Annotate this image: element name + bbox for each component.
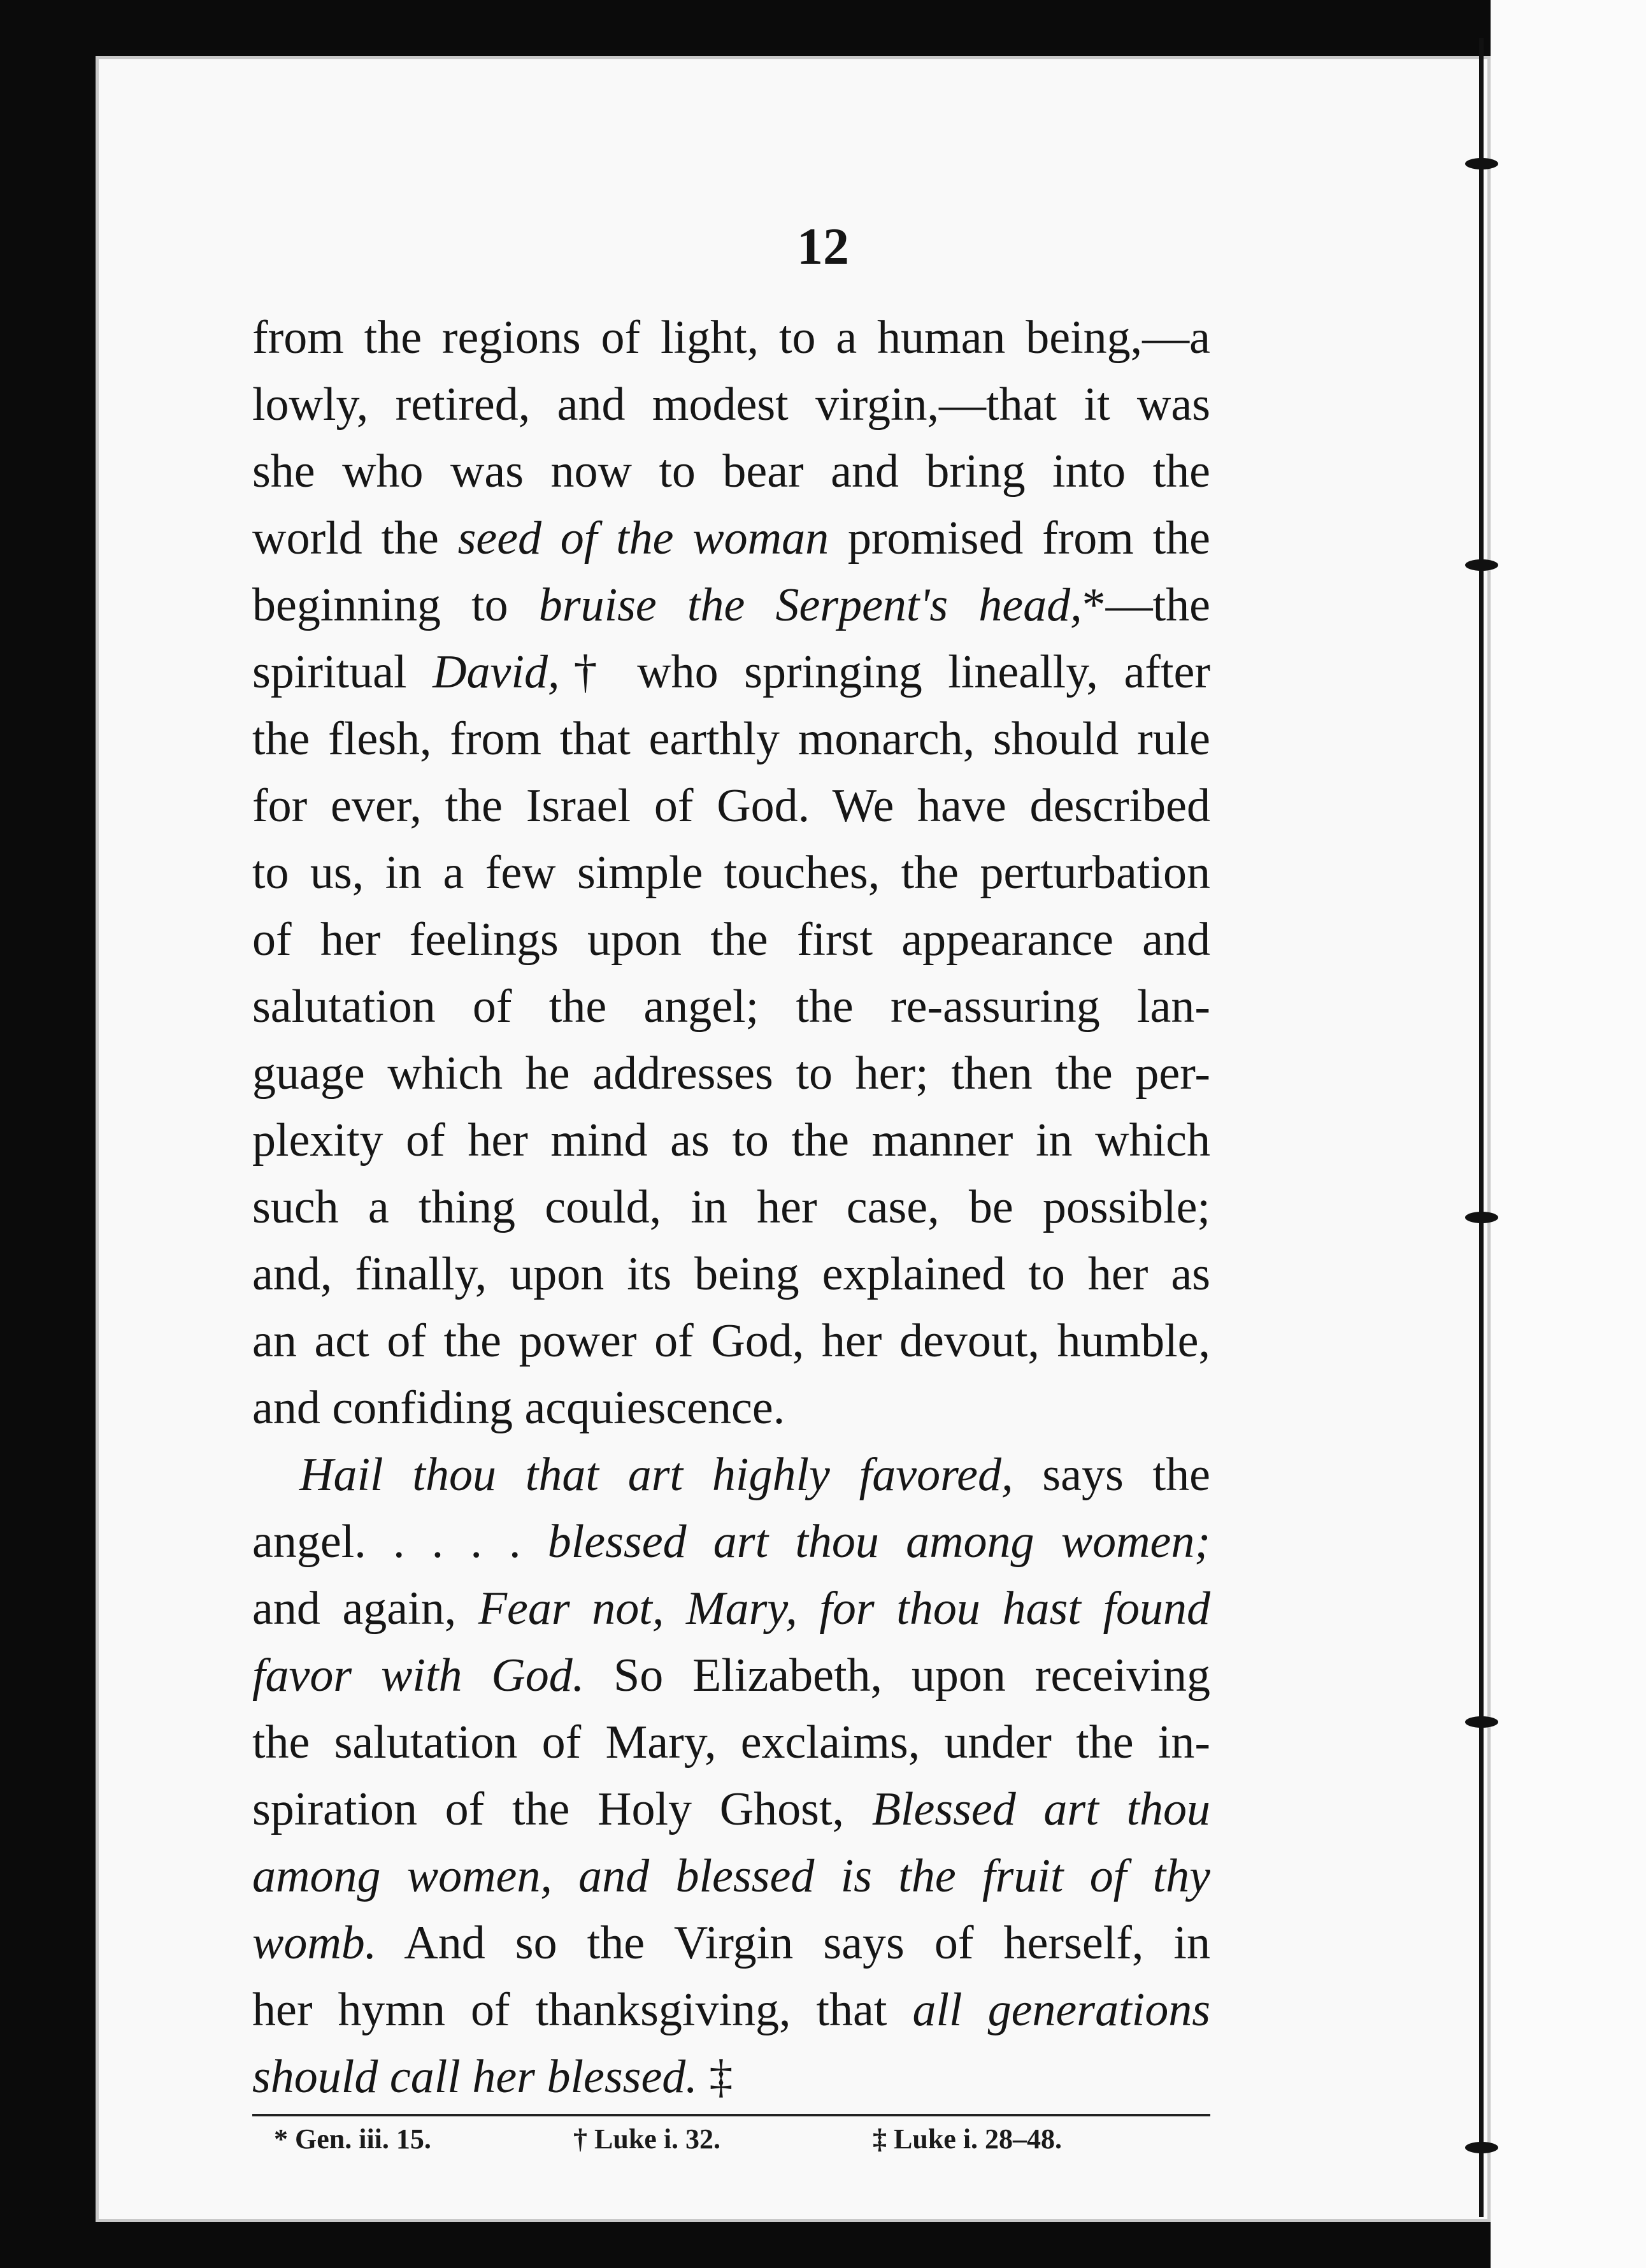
- text-run: to us, in a few simple touches, the perturbation: [252, 847, 1210, 899]
- text-line: [252, 1442, 1210, 1509]
- text-line: [252, 706, 1210, 773]
- text-line: [252, 1174, 1210, 1241]
- italic-text: bruise the Serpent's head,: [538, 579, 1082, 631]
- text-run: an act of the power of God, her devout, humble,: [252, 1315, 1210, 1367]
- text-run: salutation of the angel; the re-assuring lan-: [252, 980, 1210, 1033]
- text-run: and again,: [252, 1583, 478, 1635]
- text-run: and confiding acquiescence.: [252, 1382, 785, 1434]
- text-run: from the regions of light, to a human being,—a: [252, 312, 1210, 364]
- text-run: of her feelings upon the first appearance and: [252, 914, 1210, 966]
- text-line: [252, 1241, 1210, 1308]
- text-line: [252, 1575, 1210, 1642]
- text-line: [252, 1642, 1210, 1709]
- binding-stitch: [1465, 559, 1498, 571]
- text-line: [252, 572, 1210, 639]
- text-line: [252, 1910, 1210, 1977]
- text-run: for ever, the Israel of God. We have described: [252, 780, 1210, 832]
- italic-text: Blessed art thou: [871, 1783, 1210, 1835]
- text-run: spiration of the Holy Ghost,: [252, 1783, 872, 1835]
- binding-stitch: [1465, 1716, 1498, 1728]
- text-run: spiritual: [252, 646, 433, 698]
- text-line: [252, 639, 1210, 706]
- italic-text: seed of the woman: [457, 512, 829, 564]
- text-run: ‡: [697, 2051, 733, 2103]
- text-run: such a thing could, in her case, be possible;: [252, 1181, 1210, 1233]
- text-run: *—the: [1082, 579, 1210, 631]
- text-run: And so the Virgin says of herself, in: [376, 1917, 1210, 1969]
- text-line: [252, 1776, 1210, 1843]
- footnote-2: † Luke i. 32.: [573, 2123, 721, 2155]
- text-line: [252, 1107, 1210, 1174]
- text-run: angel. . . . .: [252, 1516, 548, 1568]
- italic-text: Hail thou that art highly favored,: [299, 1449, 1013, 1501]
- italic-text: blessed art thou among women;: [547, 1516, 1210, 1568]
- text-line: [252, 305, 1210, 371]
- text-line: [252, 1709, 1210, 1776]
- text-line: [252, 2044, 1210, 2111]
- italic-text: among women, and blessed is the fruit of thy: [252, 1850, 1210, 1902]
- text-run: So Elizabeth, upon receiving: [584, 1649, 1210, 1702]
- page-number: 12: [797, 217, 849, 275]
- binding-stitch: [1465, 158, 1498, 169]
- text-line: [252, 505, 1210, 572]
- italic-text: David,: [433, 646, 560, 698]
- italic-text: Fear not, Mary, for thou hast found: [478, 1583, 1210, 1635]
- body-text: [252, 305, 1210, 2111]
- text-line: [252, 1308, 1210, 1375]
- binding-stitch: [1465, 1212, 1498, 1223]
- text-line: [252, 1040, 1210, 1107]
- text-run: says the: [1013, 1449, 1210, 1501]
- footnote-rule: [252, 2114, 1210, 2116]
- text-line: [252, 1843, 1210, 1910]
- text-run: beginning to: [252, 579, 539, 631]
- text-line: [252, 907, 1210, 973]
- binding-stitch: [1465, 2142, 1498, 2153]
- footnote-1: * Gen. iii. 15.: [274, 2123, 431, 2155]
- footnote-3: ‡ Luke i. 28–48.: [873, 2123, 1063, 2155]
- italic-text: womb.: [252, 1917, 377, 1969]
- text-run: promised from the: [829, 512, 1211, 564]
- facing-page-strip: [1491, 0, 1646, 2268]
- text-run: the salutation of Mary, exclaims, under the in-: [252, 1716, 1210, 1769]
- italic-text: all generations: [912, 1984, 1210, 2036]
- italic-text: favor with God.: [252, 1649, 585, 1702]
- text-run: she who was now to bear and bring into the: [252, 445, 1210, 498]
- text-line: [252, 840, 1210, 907]
- text-run: the flesh, from that earthly monarch, should rule: [252, 713, 1210, 765]
- text-line: [252, 438, 1210, 505]
- text-line: [252, 1977, 1210, 2044]
- italic-text: should call her blessed.: [252, 2051, 698, 2103]
- text-line: [252, 1509, 1210, 1575]
- text-run: and, finally, upon its being explained to her as: [252, 1248, 1210, 1300]
- text-line: [252, 1375, 1210, 1442]
- text-run: world the: [252, 512, 458, 564]
- text-run: lowly, retired, and modest virgin,—that it was: [252, 378, 1210, 431]
- text-line: [252, 773, 1210, 840]
- text-run: † who springing lineally, after: [559, 646, 1210, 698]
- text-run: her hymn of thanksgiving, that: [252, 1984, 913, 2036]
- text-line: [252, 371, 1210, 438]
- text-line: [252, 973, 1210, 1040]
- text-run: guage which he addresses to her; then the per-: [252, 1047, 1210, 1100]
- text-run: plexity of her mind as to the manner in which: [252, 1114, 1210, 1166]
- binding-spine: [1479, 38, 1484, 2217]
